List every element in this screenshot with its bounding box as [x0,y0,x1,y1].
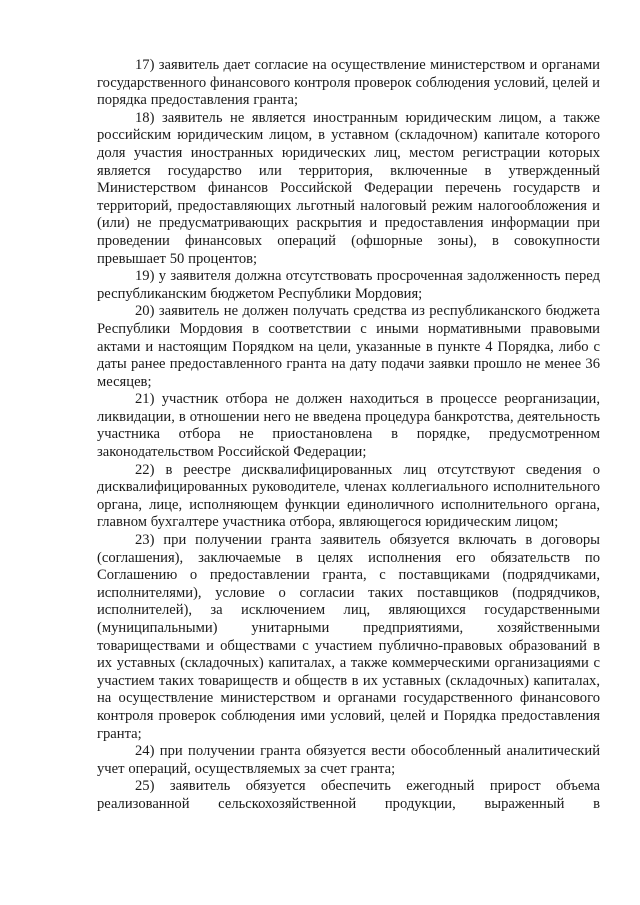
paragraph-item-24: 24) при получении гранта обязуется вести обособленный аналитический учет операций, осуществляемых за счет гранта; [97,743,600,777]
paragraph-item-25: 25) заявитель обязуется обеспечить ежегодный прирост объема реализованной сельскохозяйственной продукции, выраженный в [97,778,600,812]
paragraph-item-23: 23) при получении гранта заявитель обязуется включать в договоры (соглашения), заключаемые в целях исполнения его обязательств по Соглашению о предоставлении гранта, с поставщиками (подрядчиками, исполнителями), условие о согласии таких поставщиков (подрядчиков, исполнителей), за исключением лиц, являющихся государственными (муниципальными) унитарными предприятиями, хозяйственными товариществами и обществами с участием публично-правовых образований в их уставных (складочных) капиталах, а также коммерческими организациями с участием таких товариществ и обществ в их уставных (складочных) капиталах, на осуществление министерством и органами государственного финансового контроля проверок соблюдения ими условий, целей и Порядка предоставления гранта; [97,532,600,742]
paragraph-item-19: 19) у заявителя должна отсутствовать просроченная задолженность перед республиканским бюджетом Республики Мордовия; [97,268,600,302]
paragraph-item-21: 21) участник отбора не должен находиться в процессе реорганизации, ликвидации, в отношении него не введена процедура банкротства, деятельность участника отбора не приостановлена в порядке, предусмотренном законодательством Российской Федерации; [97,391,600,461]
paragraph-item-20: 20) заявитель не должен получать средства из республиканского бюджета Республики Мордовия в соответствии с иными нормативными правовыми актами и настоящим Порядком на цели, указанные в пункте 4 Порядка, либо с даты ранее предоставленного гранта на дату подачи заявки прошло не менее 36 месяцев; [97,303,600,390]
paragraph-item-17: 17) заявитель дает согласие на осуществление министерством и органами государственного финансового контроля проверок соблюдения условий, целей и порядка предоставления гранта; [97,57,600,109]
paragraph-item-22: 22) в реестре дисквалифицированных лиц отсутствуют сведения о дисквалифицированных руководителе, членах коллегиального исполнительного органа, лице, исполняющем функции единоличного исполнительного органа, главном бухгалтере участника отбора, являющегося юридическим лицом; [97,461,600,531]
paragraph-item-18: 18) заявитель не является иностранным юридическим лицом, а также российским юридическим лицом, в уставном (складочном) капитале которого доля участия иностранных юридических лиц, местом регистрации которых является государство или территория, включенные в утвержденный Министерством финансов Российской Федерации перечень государств и территорий, предоставляющих льготный налоговый режим налогообложения и (или) не предусматривающих раскрытия и предоставления информации при проведении финансовых операций (офшорные зоны), в совокупности превышает 50 процентов; [97,109,600,267]
document-body [97,57,600,814]
